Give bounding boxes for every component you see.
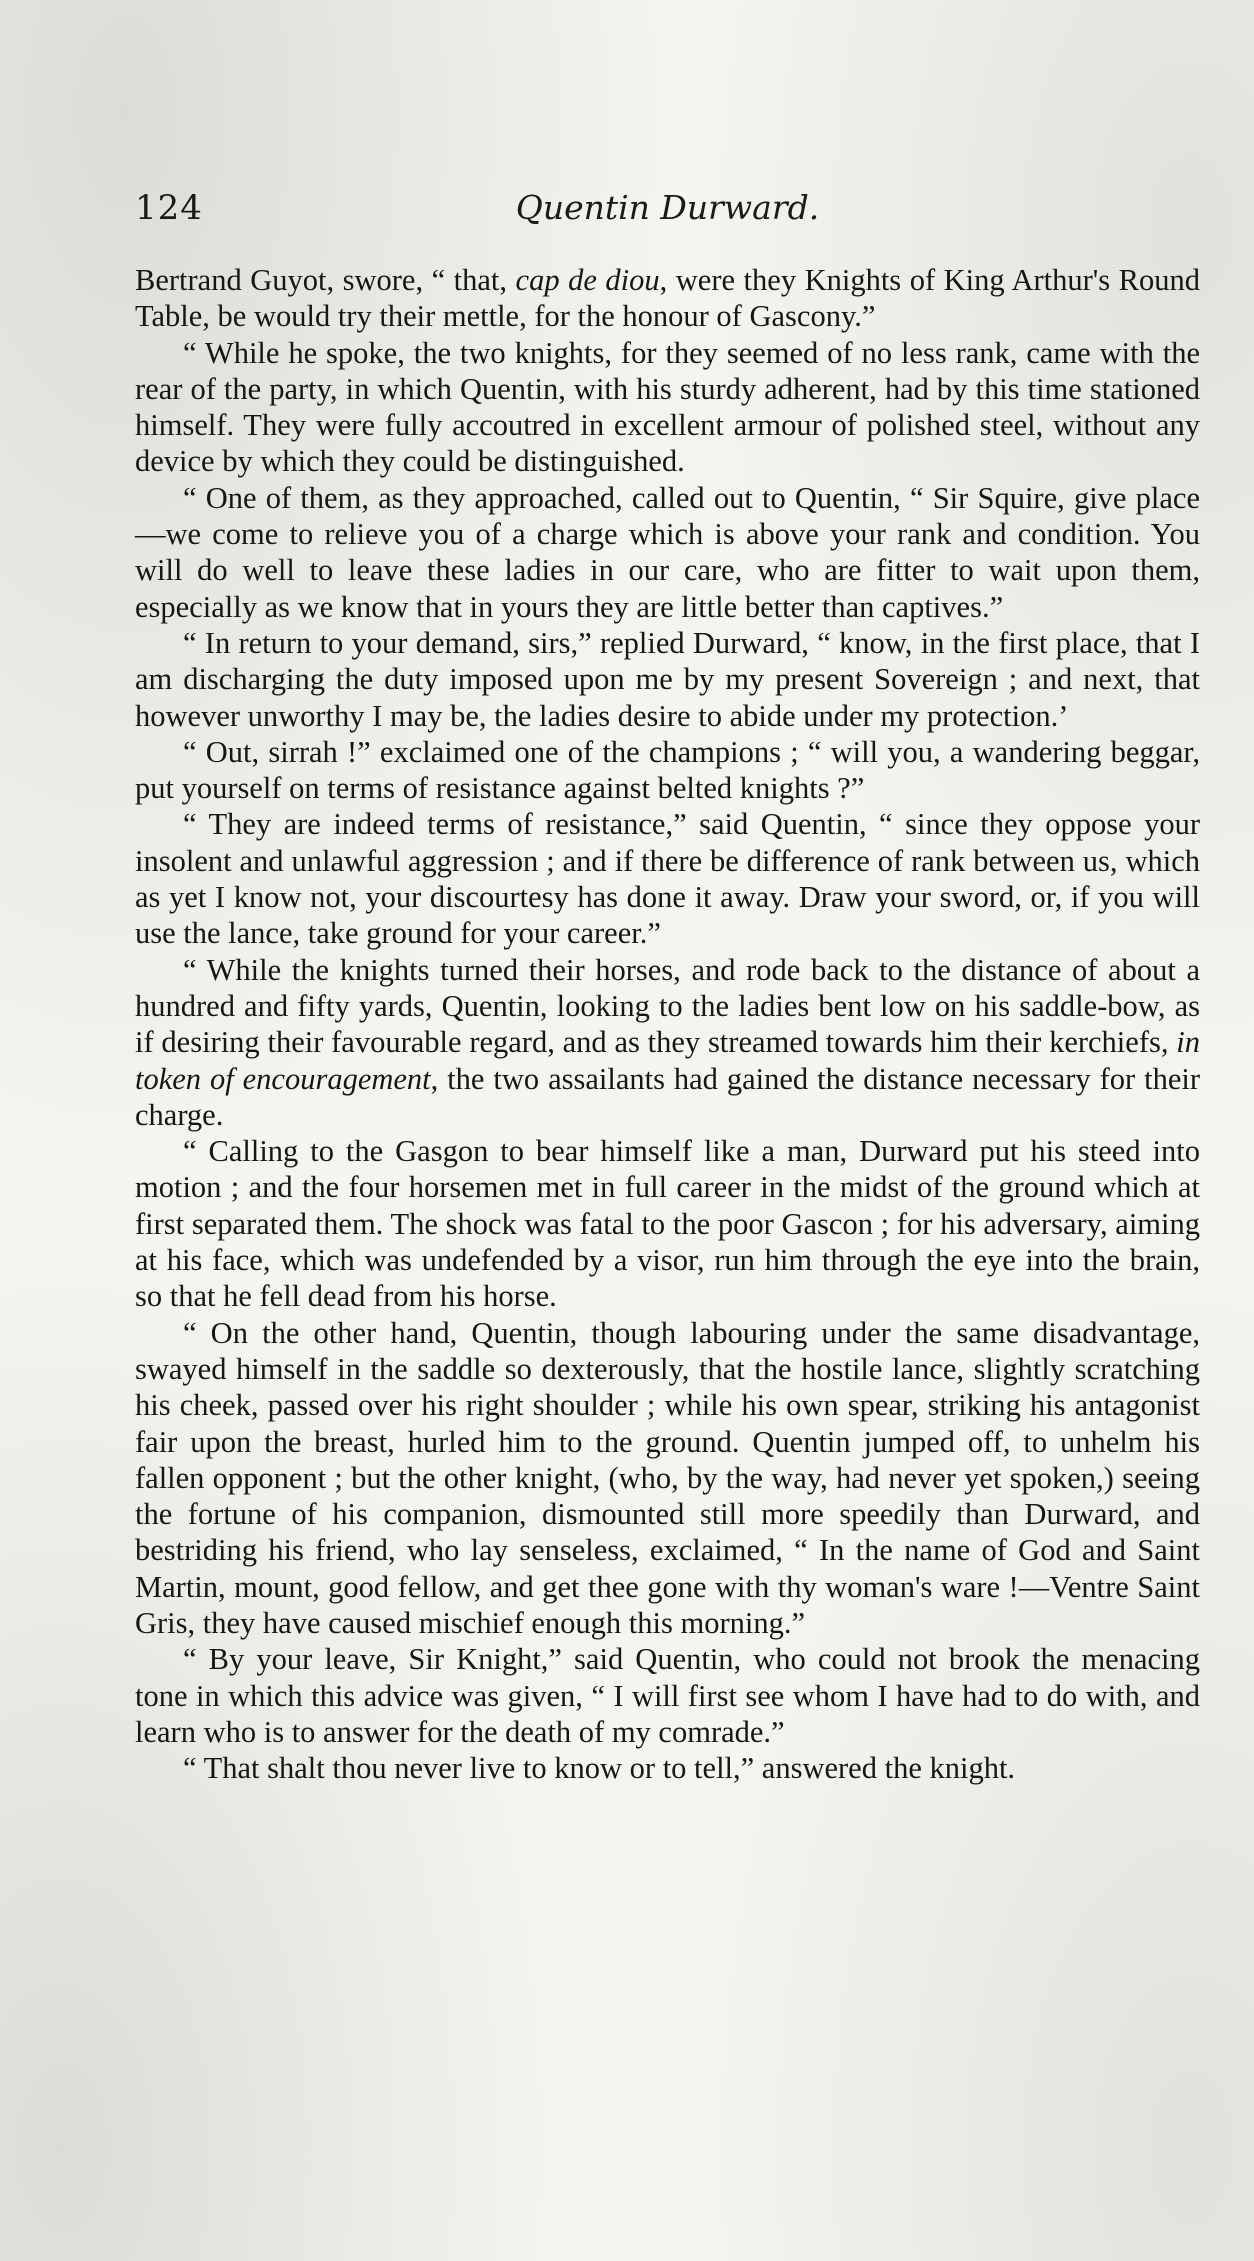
paragraph: “ While he spoke, the two knights, for they seemed of no less rank, came with the rear of the party, in which Quentin, with his sturdy adherent, had by this time stationed himself. They were fully accoutred in excellent armour of polished steel, without any device by which they could be distinguished.	[135, 335, 1200, 479]
page-header	[135, 188, 1200, 238]
italic-phrase: in token of encouragement	[135, 1025, 1200, 1096]
running-title: Quentin Durward.	[515, 188, 820, 227]
paragraph: “ In return to your demand, sirs,” replied Durward, “ know, in the first place, that I am discharging the duty imposed upon me by my present Sovereign ; and next, that however unworthy I may be, the ladies desire to abide under my protection.’	[135, 625, 1200, 733]
paragraph: “ That shalt thou never live to know or to tell,” answered the knight.	[183, 1751, 1016, 1786]
paragraph: “ One of them, as they approached, called out to Quentin, “ Sir Squire, give place—we come to relieve you of a charge which is above your rank and condition. You will do well to leave these ladies in our care, who are fitter to wait upon them, especially as we know that in yours they are little better than captives.”	[135, 480, 1200, 624]
paragraph: “ They are indeed terms of resistance,” said Quentin, “ since they oppose your insolent and unlawful aggression ; and if there be difference of rank between us, which as yet I know not, your discourtesy has done it away. Draw your sword, or, if you will use the lance, take ground for your career.”	[135, 807, 1200, 951]
paragraph: “ Out, sirrah !” exclaimed one of the champions ; “ will you, a wandering beggar, put yourself on terms of resistance against belted knights ?”	[135, 734, 1200, 806]
paragraph: “ On the other hand, Quentin, though labouring under the same disadvantage, swayed himself in the saddle so dexterously, that the hostile lance, slightly scratching his cheek, passed over his right shoulder ; while his own spear, striking his antagonist fair upon the breast, hurled him to the ground. Quentin jumped off, to unhelm his fallen opponent ; but the other knight, (who, by the way, had never yet spoken,) seeing the fortune of his companion, dismounted still more speedily than Durward, and bestriding his friend, who lay senseless, exclaimed, “ In the name of God and Saint Martin, mount, good fellow, and get thee gone with thy woman's ware !—Ventre Saint Gris, they have caused mischief enough this morning.”	[135, 1315, 1200, 1640]
italic-phrase: cap de diou	[515, 263, 660, 297]
page-number: 124	[135, 188, 203, 228]
body-text	[135, 262, 1200, 1786]
paragraph: Bertrand Guyot, swore, “ that, cap de diou, were they Knights of King Arthur's Round Table, be would try their mettle, for the honour of Gascony.”	[135, 263, 1200, 334]
paragraph: “ Calling to the Gasgon to bear himself like a man, Durward put his steed into motion ; and the four horsemen met in full career in the midst of the ground which at first separated them. The shock was fatal to the poor Gascon ; for his adversary, aiming at his face, which was undefended by a visor, run him through the eye into the brain, so that he fell dead from his horse.	[135, 1134, 1200, 1314]
paragraph: “ By your leave, Sir Knight,” said Quentin, who could not brook the menacing tone in which this advice was given, “ I will first see whom I have had to do with, and learn who is to answer for the death of my comrade.”	[135, 1642, 1200, 1749]
paragraph: “ While the knights turned their horses, and rode back to the distance of about a hundred and fifty yards, Quentin, looking to the ladies bent low on his saddle-bow, as if desiring their favourable regard, and as they streamed towards him their kerchiefs, in token of encouragement, the two assailants had gained the distance necessary for their charge.	[135, 952, 1200, 1132]
